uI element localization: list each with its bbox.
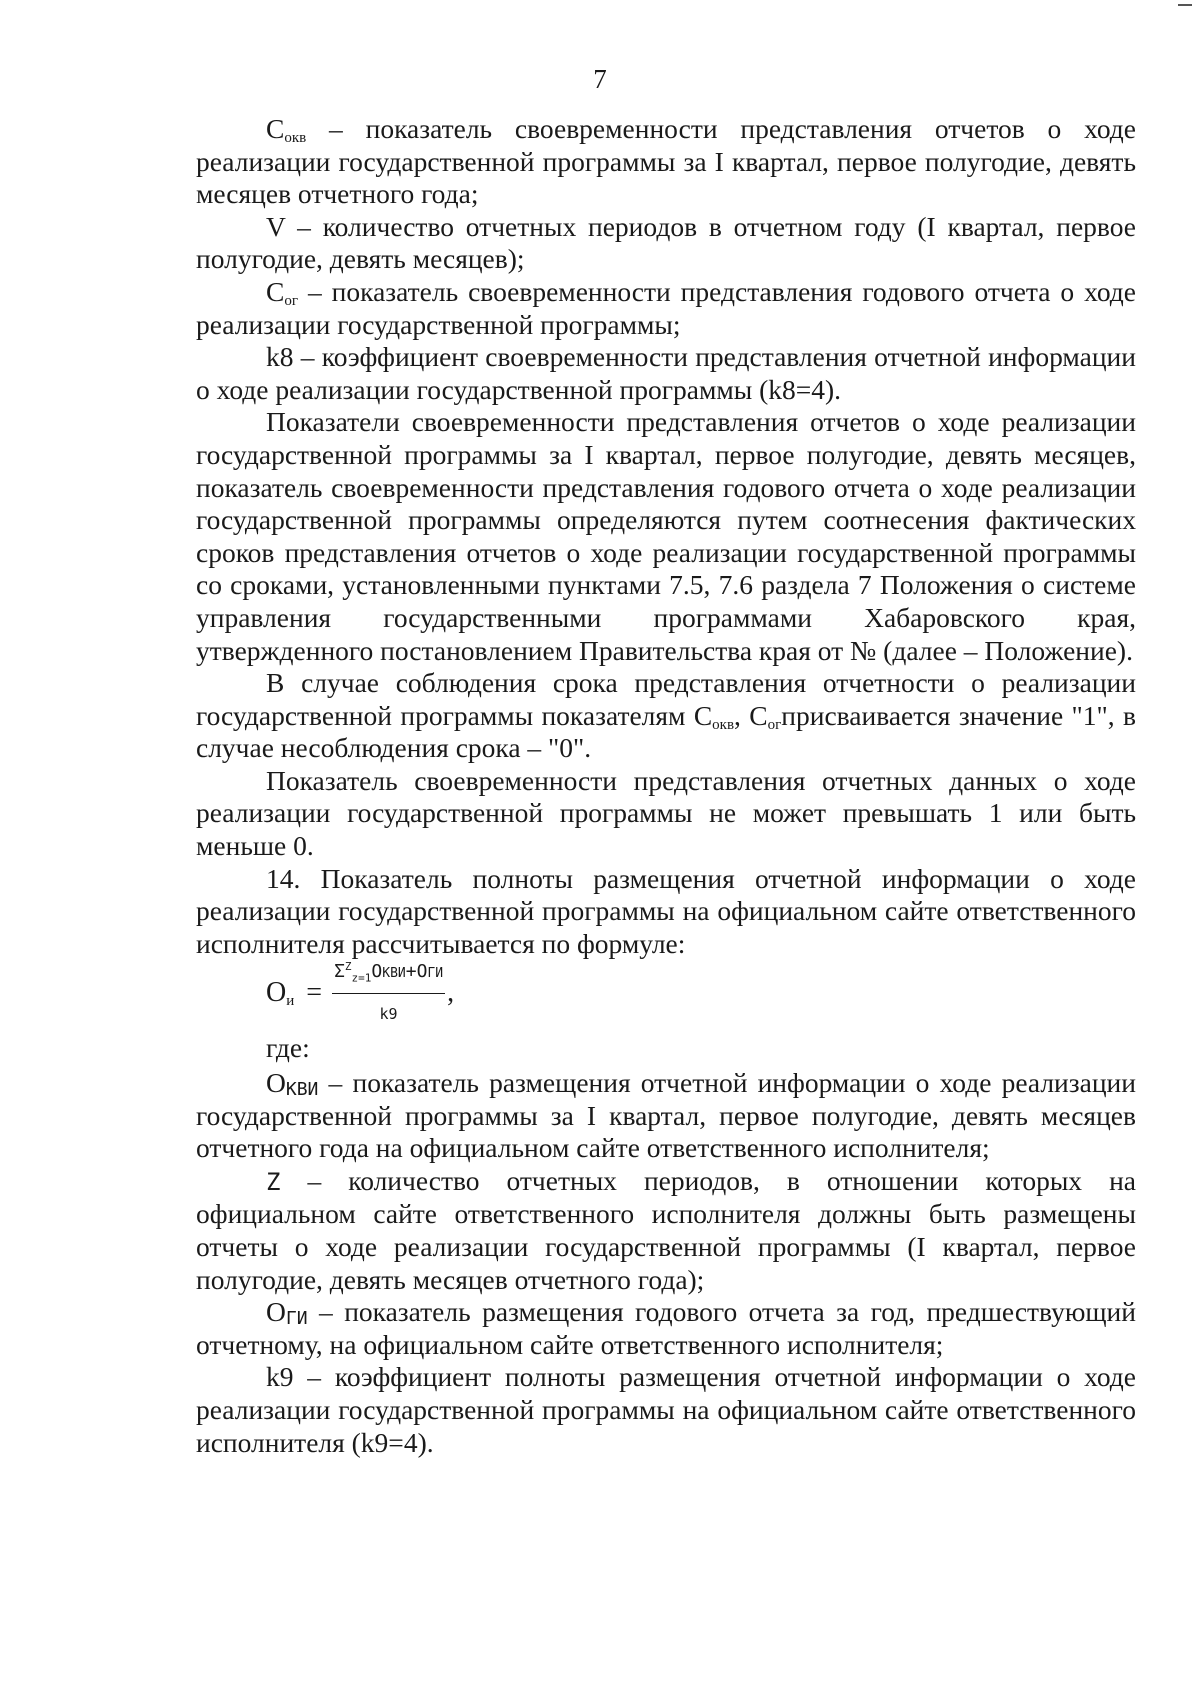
paragraph-text: В случае соблюдения срока представления отчетности о реализации государственной программы показателям: [196, 667, 1136, 731]
formula-denominator: k9: [379, 1004, 398, 1023]
symbol: С: [266, 275, 285, 307]
definition-c-okv: [196, 113, 1136, 211]
symbol: Z: [266, 1167, 281, 1196]
symbol: О: [266, 1067, 286, 1099]
formula-numerator: $\Sigma^Z_{z=1}ОКВИ+ОГИ$: [332, 956, 445, 994]
formula-comma: ,: [447, 977, 455, 1009]
symbol: О: [266, 1296, 286, 1328]
definition-text: – показатель своевременности представления годового отчета о ходе реализации государственной программы;: [196, 275, 1136, 340]
symbol: С: [693, 699, 713, 731]
formula-o-i: [266, 962, 1136, 1024]
symbol-subscript: ог: [284, 292, 298, 309]
symbol-subscript: ГИ: [285, 1308, 308, 1330]
paragraph-compliance: [196, 667, 1136, 765]
symbol-subscript: КВИ: [285, 1079, 319, 1101]
definition-text: – показатель размещения годового отчета за год, предшествующий отчетному, на официальном сайте ответственного исполнителя;: [196, 1296, 1136, 1360]
formula-equals: =: [306, 977, 323, 1009]
definition-v: V – количество отчетных периодов в отчетном году (I квартал, первое полугодие, девять месяцев);: [196, 210, 1136, 275]
scan-corner-mark: [1178, 0, 1192, 6]
definition-o-kvi: [196, 1067, 1136, 1165]
separator: ,: [734, 699, 750, 731]
definition-text: – количество отчетных периодов, в отношении которых на официальном сайте ответственного исполнителя должны быть размещены отчеты о ходе реализации государственной программы (I квартал, первое полугодие, девять месяцев отчетного года);: [196, 1164, 1136, 1295]
definition-text: – показатель своевременности представления отчетов о ходе реализации государственной программы за I квартал, первое полугодие, девять месяцев отчетного года;: [196, 113, 1136, 210]
paragraph-limit: Показатель своевременности представления отчетных данных о ходе реализации государственной программы не может превышать 1 или быть меньше 0.: [196, 764, 1136, 862]
page-number: 7: [593, 64, 607, 94]
definition-k9: k9 – коэффициент полноты размещения отчетной информации о ходе реализации государственной программы на официальном сайте ответственного исполнителя (k9=4).: [196, 1361, 1136, 1458]
where-label: где:: [266, 1032, 310, 1064]
document-body: [196, 113, 1136, 1459]
definition-k8: k8 – коэффициент своевременности представления отчетной информации о ходе реализации государственной программы (k8=4).: [196, 341, 1136, 405]
paragraph-indicators: Показатели своевременности представления отчетов о ходе реализации государственной программы за I квартал, первое полугодие, девять месяцев, показатель своевременности представления годового отчета о ходе реализации государственной программы определяются путем соотнесения фактических сроков представления отчетов о ходе реализации государственной программы со сроками, установленными пунктами 7.5, 7.6 раздела 7 Положения о системе управления государственными программами Хабаровского края, утвержденного постановлением Правительства края от № (далее – Положение).: [196, 406, 1136, 666]
definition-z: [196, 1165, 1136, 1296]
symbol-subscript: ог: [767, 716, 782, 733]
symbol: С: [749, 699, 768, 731]
formula-fraction: [332, 956, 445, 1030]
definition-c-og: [196, 276, 1136, 341]
paragraph-item-14: 14. Показатель полноты размещения отчетной информации о ходе реализации государственной программы на официальном сайте ответственного исполнителя рассчитывается по формуле:: [196, 862, 1136, 959]
symbol-subscript: окв: [712, 716, 735, 733]
definition-o-gi: [196, 1296, 1136, 1361]
symbol: С: [266, 113, 285, 144]
formula-lhs: $О_и$: [266, 977, 295, 1010]
symbol-subscript: окв: [284, 130, 307, 146]
definition-text: – показатель размещения отчетной информации о ходе реализации государственной программы за I квартал, первое полугодие, девять месяцев отчетного года на официальном сайте ответственного исполнителя;: [196, 1067, 1136, 1164]
paragraph-text: присваивается значение "1", в случае несоблюдения срока – "0".: [196, 699, 1136, 764]
